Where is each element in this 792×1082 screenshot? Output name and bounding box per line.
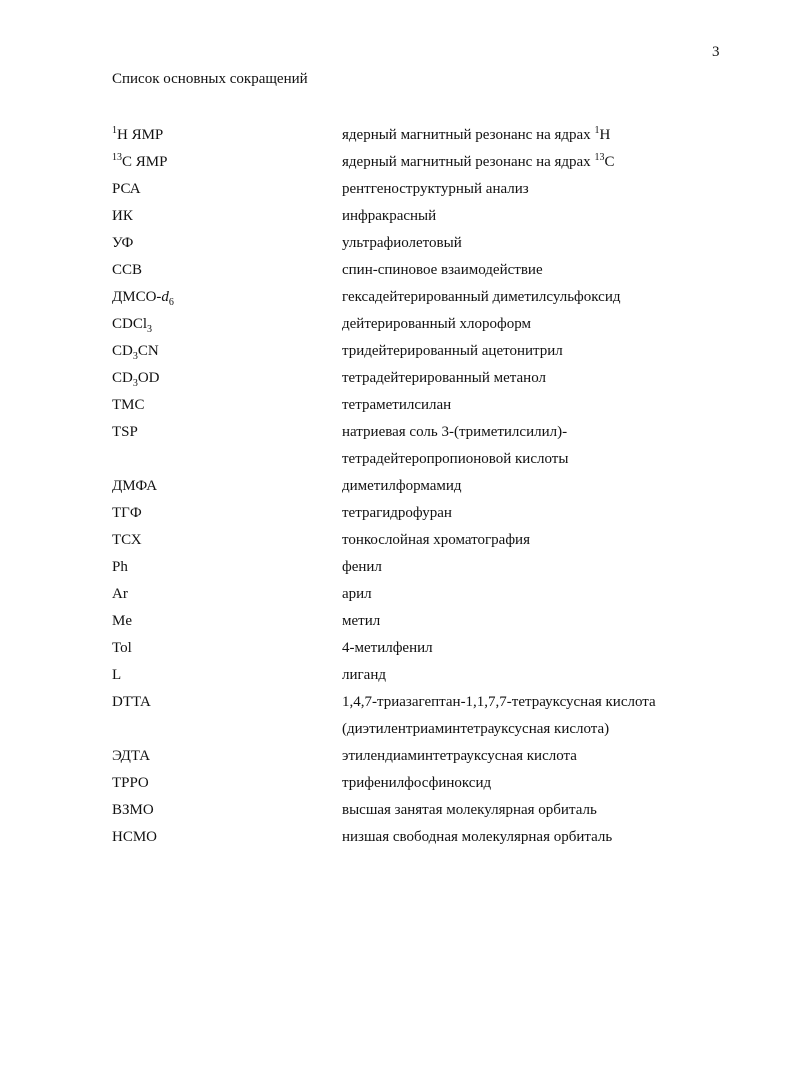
abbreviation-term: [112, 176, 141, 203]
abbreviation-text: DTTA: [112, 694, 151, 710]
abbreviation-term: [112, 122, 163, 149]
abbreviation-term: [112, 338, 159, 365]
abbreviation-definition: [342, 554, 382, 581]
abbreviation-definition: [342, 149, 614, 176]
definition-superscript: 13: [594, 152, 605, 163]
abbreviation-row: [0, 797, 792, 824]
definition-text: гексадейтерированный диметилсульфоксид: [342, 289, 621, 305]
abbreviation-tail: CN: [137, 343, 159, 359]
abbreviation-row: [0, 554, 792, 581]
abbreviation-term: [112, 311, 152, 338]
abbreviation-row: [0, 176, 792, 203]
definition-line: [342, 338, 563, 365]
definition-text: инфракрасный: [342, 208, 437, 224]
abbreviation-subscript: 6: [168, 297, 174, 308]
definition-text: метил: [342, 613, 381, 629]
abbreviation-row: [0, 770, 792, 797]
abbreviation-term: [112, 257, 142, 284]
page-heading: Список основных сокращений: [112, 71, 308, 87]
abbreviation-text: РСА: [112, 181, 141, 197]
abbreviation-term: [112, 689, 151, 716]
abbreviation-definition: [342, 662, 386, 689]
abbreviation-text: ДМСО-: [112, 289, 162, 305]
definition-line: [342, 689, 656, 716]
abbreviation-row: [0, 743, 792, 770]
abbreviation-term: [112, 473, 157, 500]
definition-text: лиганд: [342, 667, 386, 683]
abbreviation-term: [112, 770, 149, 797]
abbreviation-tail: OD: [137, 370, 160, 386]
abbreviation-term: [112, 635, 132, 662]
abbreviation-row: [0, 635, 792, 662]
abbreviation-text: TMC: [112, 397, 145, 413]
abbreviation-row: [0, 149, 792, 176]
definition-line: [342, 284, 621, 311]
definition-line: [342, 770, 491, 797]
abbreviation-row: [0, 581, 792, 608]
definition-line: [342, 122, 610, 149]
definition-line: [342, 473, 462, 500]
abbreviation-row: [0, 230, 792, 257]
abbreviation-row: [0, 365, 792, 392]
abbreviation-text: C ЯМР: [122, 154, 168, 170]
abbreviation-definition: [342, 689, 656, 743]
abbreviation-row: [0, 419, 792, 473]
definition-text: дейтерированный хлороформ: [342, 316, 531, 332]
definition-text: арил: [342, 586, 372, 602]
abbreviation-term: [112, 284, 174, 311]
abbreviation-subscript: 3: [132, 378, 138, 389]
definition-line: [342, 176, 529, 203]
abbreviation-definition: [342, 230, 462, 257]
abbreviation-row: [0, 473, 792, 500]
definition-text: тетраметилсилан: [342, 397, 452, 413]
abbreviation-text: L: [112, 667, 122, 683]
abbreviation-row: [0, 284, 792, 311]
abbreviation-text: CD: [112, 343, 133, 359]
abbreviation-definition: [342, 797, 597, 824]
abbreviation-term: [112, 149, 167, 176]
page-number: 3: [712, 44, 720, 60]
abbreviation-text: ИК: [112, 208, 133, 224]
definition-superscript: 1: [594, 125, 600, 136]
abbreviation-text: TPPO: [112, 775, 149, 791]
abbreviation-list: [0, 122, 792, 851]
definition-line: [342, 743, 577, 770]
abbreviation-term: [112, 500, 142, 527]
abbreviation-term: [112, 419, 138, 446]
abbreviation-term: [112, 230, 133, 257]
abbreviation-definition: [342, 365, 546, 392]
abbreviation-text: Ph: [112, 559, 128, 575]
abbreviation-term: [112, 365, 160, 392]
abbreviation-row: [0, 311, 792, 338]
abbreviation-definition: [342, 500, 452, 527]
abbreviation-term: [112, 608, 132, 635]
definition-text: спин-спиновое взаимодействие: [342, 262, 543, 278]
definition-text: трифенилфосфиноксид: [342, 775, 492, 791]
abbreviation-definition: [342, 824, 612, 851]
abbreviation-row: [0, 338, 792, 365]
definition-line: [342, 797, 597, 824]
definition-line: [342, 662, 386, 689]
definition-text: тетрагидрофуран: [342, 505, 452, 521]
abbreviation-definition: [342, 338, 563, 365]
abbreviation-term: [112, 203, 133, 230]
definition-text: низшая свободная молекулярная орбиталь: [342, 829, 613, 845]
abbreviation-text: НСМО: [112, 829, 158, 845]
abbreviation-term: [112, 743, 150, 770]
abbreviation-definition: [342, 635, 433, 662]
definition-text: тонкослойная хроматография: [342, 532, 530, 548]
abbreviation-row: [0, 392, 792, 419]
abbreviation-definition: [342, 284, 621, 311]
definition-line: [342, 311, 531, 338]
definition-text: рентгеноструктурный анализ: [342, 181, 529, 197]
abbreviation-definition: [342, 743, 577, 770]
definition-text: ядерный магнитный резонанс на ядрах: [342, 154, 595, 170]
abbreviation-text: CD: [112, 370, 133, 386]
definition-text: тетрадейтерированный метанол: [342, 370, 546, 386]
definition-line: [342, 824, 612, 851]
abbreviation-text: TSP: [112, 424, 138, 440]
definition-text: 1,4,7-триазагептан-1,1,7,7-тетрауксусная кислота: [342, 694, 656, 710]
abbreviation-definition: [342, 311, 531, 338]
abbreviation-text: Ar: [112, 586, 128, 602]
abbreviation-text: ВЗМО: [112, 802, 154, 818]
definition-line: [342, 392, 451, 419]
abbreviation-definition: [342, 257, 543, 284]
abbreviation-term: [112, 392, 145, 419]
abbreviation-row: [0, 608, 792, 635]
definition-text: ультрафиолетовый: [342, 235, 462, 251]
definition-text: фенил: [342, 559, 382, 575]
abbreviation-definition: [342, 419, 568, 473]
definition-line: [342, 581, 372, 608]
abbreviation-term: [112, 581, 128, 608]
abbreviation-row: [0, 824, 792, 851]
abbreviation-definition: [342, 122, 610, 149]
abbreviation-row: [0, 689, 792, 743]
abbreviation-superscript: 13: [112, 152, 122, 163]
abbreviation-text: УФ: [112, 235, 134, 251]
abbreviation-definition: [342, 176, 529, 203]
abbreviation-superscript: 1: [112, 125, 117, 136]
abbreviation-row: [0, 662, 792, 689]
definition-tail: H: [599, 127, 611, 143]
definition-continuation: тетрадейтеропропионовой кислоты: [342, 451, 569, 467]
abbreviation-row: [0, 257, 792, 284]
abbreviation-definition: [342, 770, 491, 797]
definition-text: этилендиаминтетрауксусная кислота: [342, 748, 577, 764]
abbreviation-text: H ЯМР: [117, 127, 164, 143]
abbreviation-text: CDCl: [112, 316, 148, 332]
definition-line: [342, 257, 543, 284]
abbreviation-definition: [342, 581, 372, 608]
abbreviation-text: Me: [112, 613, 132, 629]
abbreviation-term: [112, 527, 142, 554]
abbreviation-text: ЭДТА: [112, 748, 151, 764]
abbreviation-text: ДМФА: [112, 478, 158, 494]
definition-line: [342, 554, 382, 581]
definition-tail: C: [604, 154, 615, 170]
abbreviation-row: [0, 122, 792, 149]
abbreviation-definition: [342, 392, 451, 419]
abbreviation-row: [0, 527, 792, 554]
definition-line: [342, 149, 614, 176]
definition-text: ядерный магнитный резонанс на ядрах: [342, 127, 595, 143]
abbreviation-term: [112, 554, 128, 581]
definition-text: 4-метилфенил: [342, 640, 433, 656]
definition-text: тридейтерированный ацетонитрил: [342, 343, 563, 359]
definition-line: [342, 500, 452, 527]
abbreviation-row: [0, 203, 792, 230]
abbreviation-definition: [342, 608, 380, 635]
abbreviation-text: ССВ: [112, 262, 143, 278]
abbreviation-italic: d: [161, 289, 169, 305]
definition-line: [342, 203, 436, 230]
definition-text: диметилформамид: [342, 478, 462, 494]
definition-continuation: (диэтилентриаминтетрауксусная кислота): [342, 721, 610, 737]
definition-line: [342, 527, 530, 554]
abbreviation-subscript: 3: [132, 351, 138, 362]
definition-text: высшая занятая молекулярная орбиталь: [342, 802, 597, 818]
abbreviation-definition: [342, 473, 462, 500]
definition-line: [342, 419, 568, 446]
abbreviation-term: [112, 662, 121, 689]
abbreviation-term: [112, 797, 154, 824]
definition-line: [342, 365, 546, 392]
abbreviation-subscript: 3: [147, 324, 153, 335]
abbreviation-text: Tol: [112, 640, 132, 656]
definition-line: [342, 608, 380, 635]
definition-line: [342, 230, 462, 257]
abbreviation-term: [112, 824, 157, 851]
definition-line: [342, 635, 433, 662]
abbreviation-row: [0, 500, 792, 527]
abbreviation-text: ТГФ: [112, 505, 142, 521]
definition-text: натриевая соль 3-(триметилсилил)-: [342, 424, 568, 440]
abbreviation-text: ТСХ: [112, 532, 142, 548]
abbreviation-definition: [342, 203, 436, 230]
abbreviation-definition: [342, 527, 530, 554]
